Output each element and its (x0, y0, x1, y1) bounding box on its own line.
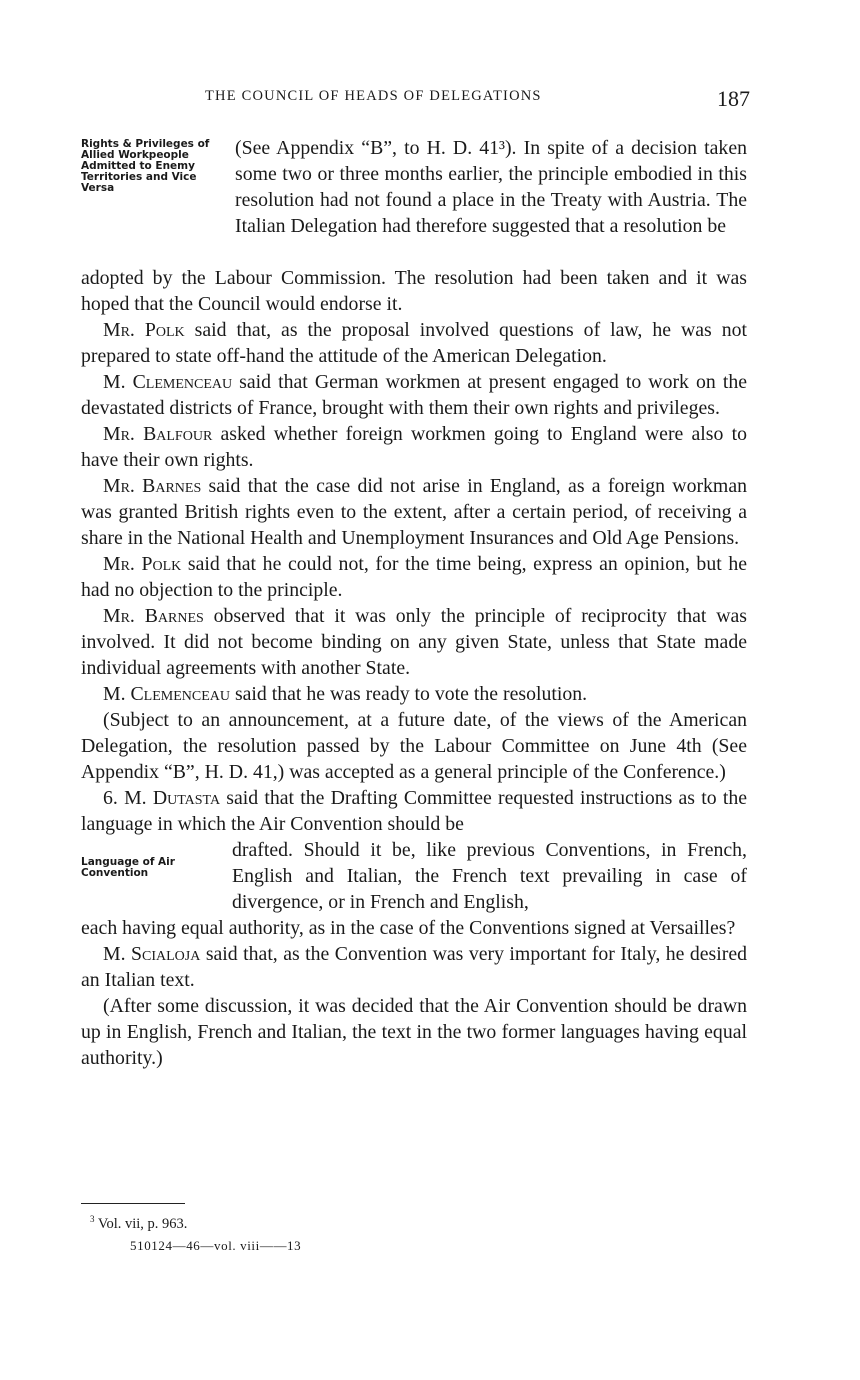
paragraph-scialoja (81, 941, 747, 993)
speaker-name: Mr. Barnes (103, 605, 204, 627)
speaker-name: Mr. Balfour (103, 423, 213, 445)
paragraph-barnes-1 (81, 473, 747, 551)
paragraph-text: said that the Drafting Committee requested instructions as to the language in which the Air Convention should be (81, 787, 747, 835)
paragraph-text: said that German workmen at present engaged to work on the devastated districts of France, brought with them their own rights and privileges. (81, 371, 748, 419)
paragraph-decision: (After some discussion, it was decided that the Air Convention should be drawn up in English, French and Italian, the text in the two former languages having equal authority.) (81, 995, 747, 1069)
printer-line: 510124—46—vol. viii——13 (130, 1238, 302, 1253)
paragraph-clemenceau-1 (81, 369, 747, 421)
speaker-name: M. Dutasta (124, 787, 221, 809)
paragraph-dutasta-continued: each having equal authority, as in the case of the Conventions signed at Versailles? (81, 917, 736, 939)
paragraph-barnes-2 (81, 603, 747, 681)
speaker-name: M. Clemenceau (103, 371, 233, 393)
paragraph-text: asked whether foreign workmen going to England were also to have their own rights. (81, 423, 747, 471)
side-block-language (81, 837, 747, 915)
paragraph-text: said that, as the Convention was very important for Italy, he desired an Italian text. (81, 943, 747, 991)
footnote-marker: 3 (90, 1214, 95, 1224)
side-block-rights (81, 135, 747, 265)
footnote-text: Vol. vii, p. 963. (94, 1215, 188, 1232)
paragraph-1-continued: adopted by the Labour Commission. The resolution had been taken and it was hoped that the Council would endorse it. (81, 267, 747, 315)
paragraph-balfour (81, 421, 747, 473)
footnote-rule (81, 1203, 185, 1204)
side-note-language: Language of Air Convention (81, 856, 175, 879)
speaker-name: Mr. Polk (103, 553, 182, 575)
footnote (90, 1214, 187, 1233)
speaker-name: M. Clemenceau (103, 683, 230, 705)
paragraph-text: said that the case did not arise in England, as a foreign workman was granted British rights even to the extent, after a certain period, of receiving a share in the National Health and Unemployment Insurances and Old Age Pensions. (81, 475, 747, 549)
side-note-rights: Rights & Privileges of Allied Workpeople Admitted to Enemy Territories and Vice Versa (81, 138, 210, 194)
paragraph-dutasta-side: drafted. Should it be, like previous Conventions, in French, English and Italian, the French text prevailing in case of divergence, or in French and English, (232, 839, 747, 913)
paragraph-dutasta (81, 785, 747, 837)
paragraph-resolution: (Subject to an announcement, at a future date, of the views of the American Delegation, the resolution passed by the Labour Committee on June 4th (See Appendix “B”, H. D. 41,) was accepted as a general principle of the Conference.) (81, 709, 747, 783)
paragraph-text: observed that it was only the principle of reciprocity that was involved. It did not become binding on any given State, unless that State made individual agreements with another State. (81, 605, 747, 679)
running-head: THE COUNCIL OF HEADS OF DELEGATIONS (205, 88, 542, 104)
paragraph-polk-1 (81, 317, 747, 369)
paragraph-text: said that, as the proposal involved questions of law, he was not prepared to state off-hand the attitude of the American Delegation. (81, 319, 748, 367)
speaker-name: Mr. Barnes (103, 475, 202, 497)
speaker-name: Mr. Polk (103, 319, 185, 341)
paragraph-polk-2 (81, 551, 747, 603)
body-text (81, 135, 747, 1071)
paragraph-clemenceau-2 (81, 681, 747, 707)
page-number: 187 (717, 86, 750, 111)
paragraph-1-side: (See Appendix “B”, to H. D. 41³). In spite of a decision taken some two or three months earlier, the principle embodied in this resolution had not found a place in the Treaty with Austria. The Italian Delegation had therefore suggested that a resolution be (235, 137, 747, 237)
item-number: 6. (103, 787, 125, 809)
speaker-name: M. Scialoja (103, 943, 201, 965)
paragraph-text: said that he could not, for the time being, express an opinion, but he had no objection to the principle. (81, 553, 748, 601)
paragraph-text: said that he was ready to vote the resolution. (230, 683, 588, 705)
